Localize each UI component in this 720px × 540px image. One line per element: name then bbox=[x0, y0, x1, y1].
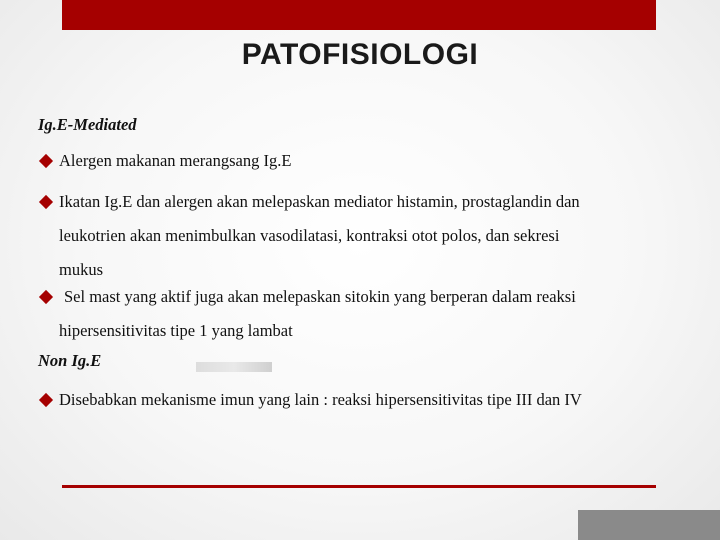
bullet-text: leukotrien akan menimbulkan vasodilatasi, kontraksi otot polos, dan sekresi bbox=[59, 226, 560, 245]
bullet-item bbox=[38, 144, 291, 178]
bullet-item bbox=[38, 280, 576, 348]
bullet-text: hipersensitivitas tipe 1 yang lambat bbox=[59, 321, 293, 340]
bullet-text: Sel mast yang aktif juga akan melepaskan sitokin yang berperan dalam reaksi bbox=[64, 287, 576, 306]
bullet-text: mukus bbox=[59, 260, 104, 279]
decorative-smudge bbox=[196, 362, 272, 372]
bullet-item bbox=[38, 383, 582, 417]
corner-decoration bbox=[578, 510, 720, 540]
slide-title: PATOFISIOLOGI bbox=[241, 38, 479, 71]
section-heading-non-ige: Non Ig.E bbox=[38, 351, 102, 370]
bullet-item bbox=[38, 185, 580, 287]
top-accent-bar bbox=[62, 0, 656, 30]
bullet-text: Alergen makanan merangsang Ig.E bbox=[59, 151, 292, 170]
bullet-text: Ikatan Ig.E dan alergen akan melepaskan mediator histamin, prostaglandin dan bbox=[59, 192, 580, 211]
bullet-text: Disebabkan mekanisme imun yang lain : reaksi hipersensitivitas tipe III dan IV bbox=[59, 390, 582, 409]
section-heading-ige-mediated: Ig.E-Mediated bbox=[38, 115, 137, 134]
bottom-divider bbox=[62, 485, 656, 488]
